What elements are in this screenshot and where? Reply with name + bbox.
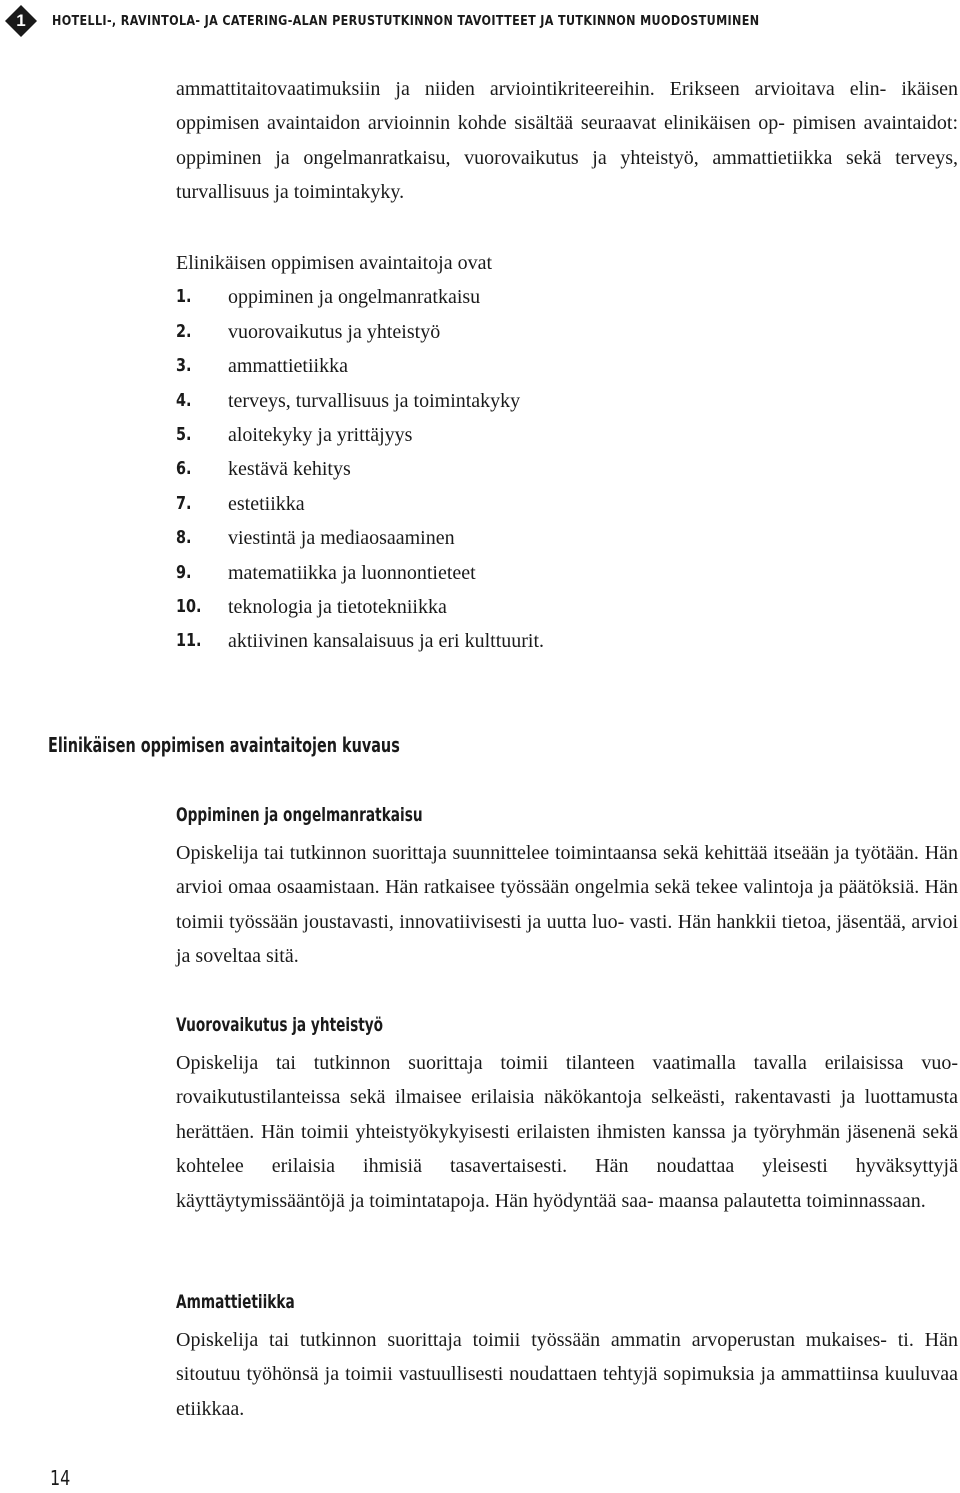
- intro-paragraph: [176, 72, 958, 210]
- intro-text: [176, 72, 958, 210]
- list-item: [176, 349, 958, 383]
- list-item: [176, 590, 958, 624]
- list-text: ammattietiikka: [228, 355, 348, 378]
- list-intro: Elinikäisen oppimisen avaintaitoja ovat: [176, 252, 493, 274]
- page-header: [4, 4, 944, 38]
- list-number: 5.: [176, 424, 192, 446]
- text-line: ti. Hän sitoutuu työhönsä ja toimii vastuullisesti noudattaen tehtyjä sopimuksia ja: [176, 1329, 958, 1386]
- subsection-title: Vuorovaikutus ja yhteistyö: [176, 1014, 384, 1036]
- text-line: valintoja ja päätöksiä. Hän toimii työssään joustavasti, innovatiivisesti ja uutta luo-: [176, 876, 958, 933]
- list-text: teknologia ja tietotekniikka: [228, 596, 447, 619]
- text-line: työryhmän jäsenenä sekä kohtelee erilaisia ihmisiä tasavertaisesti. Hän noudattaa: [176, 1120, 958, 1178]
- list-number: 10.: [176, 596, 202, 618]
- subsection-title: Oppiminen ja ongelmanratkaisu: [176, 804, 423, 826]
- list-item: [176, 384, 958, 418]
- text-line: ammattitaitovaatimuksiin ja niiden arviointikriteereihin. Erikseen arvioitava elin-: [176, 78, 887, 100]
- list-text: viestintä ja mediaosaaminen: [228, 527, 455, 550]
- list-number: 3.: [176, 355, 192, 377]
- list-text: aloitekyky ja yrittäjyys: [228, 424, 413, 447]
- text-line: Opiskelija tai tutkinnon suorittaja suunnittelee toimintaansa sekä kehittää itseään ja: [176, 842, 850, 864]
- chapter-number: 1: [16, 11, 26, 30]
- text-line: ammattiinsa kuuluvaa etiikkaa.: [176, 1363, 959, 1420]
- text-line: yleisesti hyväksyttyjä käyttäytymissääntöjä ja toimintatapoja. Hän hyödyntää saa-: [176, 1155, 958, 1212]
- list-item: [176, 556, 958, 590]
- subsection-title: Ammattietiikka: [176, 1291, 295, 1313]
- list-text: matematiikka ja luonnontieteet: [228, 561, 476, 584]
- list-text: estetiikka: [228, 492, 305, 515]
- list-number: 11.: [176, 630, 202, 652]
- subsection-ethics: [176, 1287, 958, 1426]
- list-item: [176, 487, 958, 521]
- list-number: 7.: [176, 492, 192, 514]
- list-text: aktiivinen kansalaisuus ja eri kulttuurit.: [228, 630, 545, 653]
- list-item: [176, 521, 958, 555]
- subsection-learning: [176, 800, 958, 974]
- list-item: [176, 315, 958, 349]
- list-text: vuorovaikutus ja yhteistyö: [228, 320, 441, 343]
- subsection-text: [176, 836, 958, 974]
- text-line: ammattietiikka sekä terveys, turvallisuus ja toimintakyky.: [176, 146, 958, 204]
- list-item: [176, 418, 958, 452]
- page-number: 14: [50, 1466, 71, 1490]
- numbered-list: [176, 280, 958, 658]
- text-line: työtään. Hän arvioi omaa osaamistaan. Hän ratkaisee työssään ongelmia sekä tekee: [176, 842, 959, 899]
- text-line: Opiskelija tai tutkinnon suorittaja toimii tilanteen vaatimalla tavalla erilaisissa vuo-: [176, 1052, 958, 1074]
- section-title: Elinikäisen oppimisen avaintaitojen kuvaus: [48, 733, 400, 757]
- list-item: [176, 624, 958, 658]
- text-line: luottamusta herättäen. Hän toimii yhteistyökykyisesti erilaisten ihmisten kanssa ja: [176, 1086, 958, 1143]
- list-text: kestävä kehitys: [228, 458, 351, 481]
- list-number: 9.: [176, 561, 192, 583]
- text-line: ikäisen oppimisen avaintaidon arvioinnin kohde sisältää seuraavat elinikäisen op-: [176, 78, 958, 135]
- list-number: 1.: [176, 286, 192, 308]
- subsection-text: [176, 1046, 958, 1218]
- chapter-badge: [4, 4, 38, 38]
- text-line: vasti. Hän hankkii tietoa, jäsentää, arvioi ja soveltaa sitä.: [176, 910, 959, 968]
- key-skills-list: [176, 246, 958, 659]
- list-text: terveys, turvallisuus ja toimintakyky: [228, 389, 521, 412]
- text-line: pimisen avaintaidot: oppiminen ja ongelmanratkaisu, vuorovaikutus ja yhteistyö,: [176, 112, 959, 169]
- text-line: maansa palautetta toiminnassaan.: [658, 1189, 926, 1212]
- header-title: HOTELLI-, RAVINTOLA- JA CATERING-ALAN PERUSTUTKINNON TAVOITTEET JA TUTKINNON MUODOSTUMINEN: [52, 13, 760, 29]
- list-number: 6.: [176, 458, 192, 480]
- subsection-interaction: [176, 1010, 958, 1218]
- text-line: rovaikutustilanteissa sekä ilmaisee erilaisia näkökantoja selkeästi, rakentavasti ja: [176, 1086, 856, 1109]
- list-number: 8.: [176, 527, 192, 549]
- list-item: [176, 452, 958, 486]
- subsection-text: [176, 1323, 958, 1426]
- text-line: Opiskelija tai tutkinnon suorittaja toimii työssään ammatin arvoperustan mukaises-: [176, 1329, 887, 1351]
- list-number: 2.: [176, 320, 192, 342]
- list-number: 4.: [176, 389, 192, 411]
- list-text: oppiminen ja ongelmanratkaisu: [228, 286, 481, 309]
- list-item: [176, 280, 958, 314]
